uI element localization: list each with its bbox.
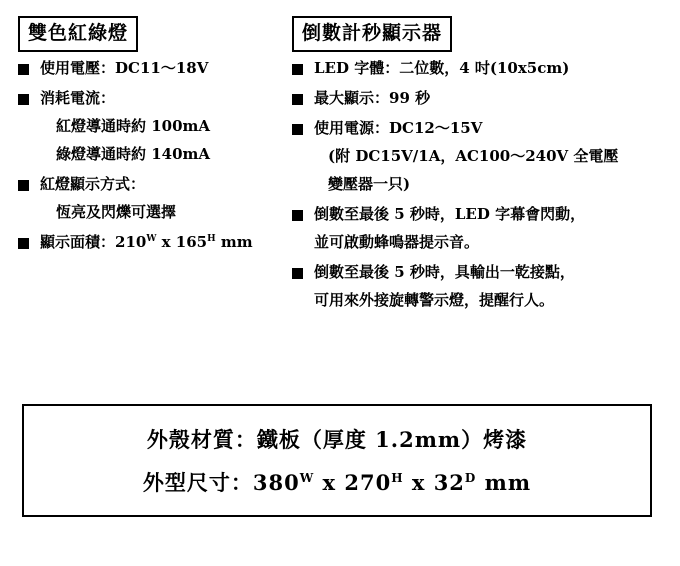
spec-line: LED 字體：二位數，4 吋(10x5cm)	[314, 59, 570, 77]
dimension-text: x 32	[403, 469, 465, 495]
spec-item-dry-contact-output	[292, 262, 672, 311]
spec-item-voltage	[18, 58, 288, 79]
spec-subline: 可用來外接旋轉警示燈，提醒行人。	[314, 291, 555, 309]
square-bullet-icon	[292, 94, 303, 105]
superscript-h: H	[207, 234, 216, 244]
spec-subline: 變壓器一只)	[328, 175, 411, 193]
right-spec-column	[292, 58, 672, 320]
square-bullet-icon	[18, 238, 29, 249]
housing-material-line: 外殼材質：鐵板（厚度 1.2mm）烤漆	[146, 426, 528, 452]
spec-line: 紅燈顯示方式：	[40, 175, 146, 193]
spec-item-red-display-mode	[18, 174, 288, 223]
spec-subline: 恆亮及閃爍可選擇	[56, 203, 177, 221]
spec-line: 使用電壓：DC11～18V	[40, 59, 209, 77]
spec-item-display-area	[18, 232, 288, 253]
spec-item-power-source	[292, 118, 672, 195]
square-bullet-icon	[18, 94, 29, 105]
spec-text: 顯示面積：210	[40, 233, 147, 251]
spec-item-countdown-blink	[292, 204, 672, 253]
spec-line: 最大顯示：99 秒	[314, 89, 431, 107]
left-column-heading: 雙色紅綠燈	[18, 16, 138, 52]
square-bullet-icon	[18, 180, 29, 191]
superscript-w: W	[146, 234, 157, 244]
spec-item-led-font	[292, 58, 672, 79]
spec-subline: 紅燈導通時約 100mA	[56, 117, 211, 135]
spec-line: 倒數至最後 5 秒時，具輸出一乾接點，	[314, 263, 575, 281]
superscript-w: W	[299, 470, 315, 485]
square-bullet-icon	[18, 64, 29, 75]
spec-line	[40, 232, 288, 253]
spec-subline: 綠燈導通時約 140mA	[56, 145, 211, 163]
spec-item-current	[18, 88, 288, 165]
right-column-heading: 倒數計秒顯示器	[292, 16, 452, 52]
housing-spec-box	[22, 404, 652, 517]
dimension-text: mm	[476, 469, 532, 495]
spec-line: 倒數至最後 5 秒時，LED 字幕會閃動，	[314, 205, 586, 223]
spec-subline: (附 DC15V/1A，AC100～240V 全電壓	[328, 147, 619, 165]
spec-text: x 165	[156, 233, 208, 251]
superscript-d: D	[464, 470, 477, 485]
spec-line: 消耗電流：	[40, 89, 116, 107]
square-bullet-icon	[292, 268, 303, 279]
square-bullet-icon	[292, 210, 303, 221]
housing-dimension-line	[142, 469, 532, 495]
spec-text: mm	[215, 233, 253, 251]
spec-item-max-display	[292, 88, 672, 109]
spec-subline: 並可啟動蜂鳴器提示音。	[314, 233, 480, 251]
superscript-h: H	[391, 470, 404, 485]
square-bullet-icon	[292, 64, 303, 75]
dimension-text: 外型尺寸：380	[142, 469, 300, 495]
dimension-text: x 270	[314, 469, 392, 495]
left-spec-column	[18, 58, 288, 262]
spec-line: 使用電源：DC12～15V	[314, 119, 483, 137]
square-bullet-icon	[292, 124, 303, 135]
